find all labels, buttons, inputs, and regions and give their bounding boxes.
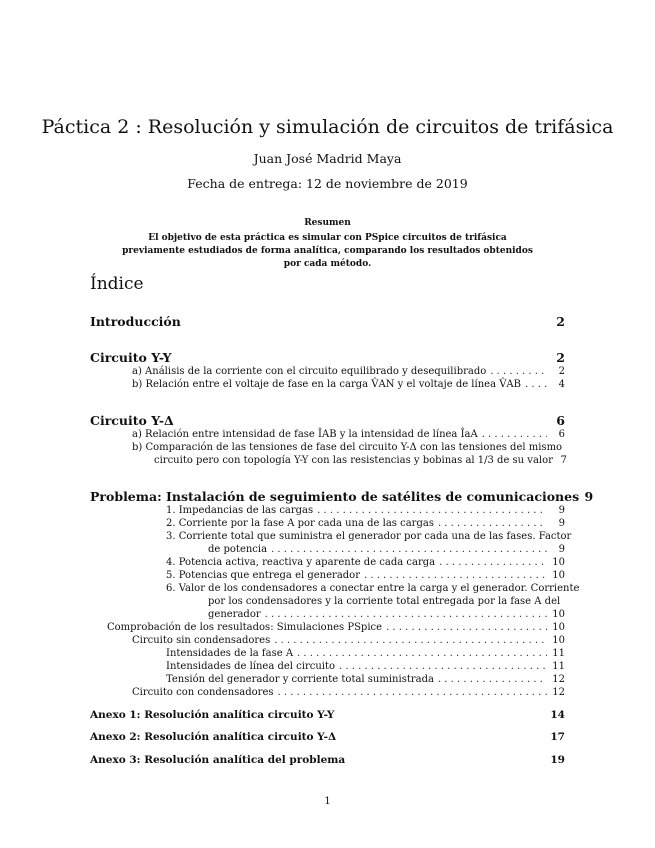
toc-heading: Índice xyxy=(90,274,144,294)
toc-entry-label: a) Relación entre intensidad de fase ÎAB y la intensidad de línea ÎaA xyxy=(132,429,478,440)
toc-entry-yy-b[interactable] xyxy=(132,379,565,390)
toc-page-number: 6 xyxy=(556,413,565,428)
toc-page-number: 6 xyxy=(558,429,565,440)
toc-entry-con-condensadores[interactable] xyxy=(132,687,565,698)
author: Juan José Madrid Maya xyxy=(253,151,402,166)
toc-entry-yy-a[interactable] xyxy=(132,366,565,377)
toc-page-number: 10 xyxy=(552,609,565,620)
toc-page-number: 17 xyxy=(550,731,565,743)
toc-page-number: 10 xyxy=(552,635,565,646)
toc-entry-label: 5. Potencias que entrega el generador xyxy=(166,570,360,581)
toc-entry-label: Anexo 3: Resolución analítica del problema xyxy=(90,754,346,766)
toc-entry-comprobacion[interactable] xyxy=(107,622,565,633)
toc-page-number: 12 xyxy=(552,674,565,685)
toc-entry-problem[interactable] xyxy=(90,489,594,504)
toc-entry-s3[interactable] xyxy=(166,674,565,685)
toc-page-number: 9 xyxy=(558,505,565,516)
toc-entry-sin-condensadores[interactable] xyxy=(132,635,565,646)
toc-entry-p3-line1[interactable]: 3. Corriente total que suministra el generador por cada una de las fases. Factor xyxy=(166,531,572,542)
toc-entry-yd-b-line2[interactable] xyxy=(154,455,565,466)
toc-entry-label: Tensión del generador y corriente total suministrada xyxy=(166,674,434,685)
toc-entry-anexo3[interactable] xyxy=(90,754,565,766)
toc-entry-label: Anexo 1: Resolución analítica circuito Y-Y xyxy=(90,709,335,721)
toc-page-number: 9 xyxy=(584,489,594,504)
toc-entry-label: generador xyxy=(208,609,261,620)
toc-entry-label: Comprobación de los resultados: Simulaciones PSpice xyxy=(107,622,383,633)
toc-page-number: 19 xyxy=(550,754,565,766)
toc-entry-p3-line2[interactable] xyxy=(208,544,565,555)
toc-page-number: 14 xyxy=(550,709,565,721)
toc-page-number: 4 xyxy=(558,379,565,390)
toc-page-number: 10 xyxy=(552,557,565,568)
toc-entry-label: Anexo 2: Resolución analítica circuito Y-Δ xyxy=(90,731,337,743)
abstract-heading: Resumen xyxy=(304,218,351,228)
toc-entry-label: Intensidades de línea del circuito xyxy=(166,661,336,672)
toc-page-number: 10 xyxy=(552,622,565,633)
toc-entry-yd[interactable] xyxy=(90,413,565,428)
toc-page-number: 2 xyxy=(558,366,565,377)
toc-entry-anexo2[interactable] xyxy=(90,731,565,743)
toc-page-number: 11 xyxy=(552,661,565,672)
toc-page-number: 12 xyxy=(552,687,565,698)
toc-page-number: 9 xyxy=(558,518,565,529)
toc-entry-label: Intensidades de la fase A xyxy=(166,648,294,659)
toc-entry-yd-a[interactable] xyxy=(132,429,565,440)
toc-entry-label: Introducción xyxy=(90,314,181,329)
toc-entry-label: 1. Impedancias de las cargas xyxy=(166,505,314,516)
toc-entry-label: b) Relación entre el voltaje de fase en la carga V̂AN y el voltaje de línea V̂AB xyxy=(132,379,521,390)
toc-entry-p6-line3[interactable] xyxy=(208,609,565,620)
toc-page-number: 2 xyxy=(556,314,565,329)
toc-entry-yd-b-line1[interactable]: b) Comparación de las tensiones de fase del circuito Y-Δ con las tensiones del mismo xyxy=(132,442,563,453)
toc-entry-label: 2. Corriente por la fase A por cada una de las cargas xyxy=(166,518,434,529)
abstract-text: El objetivo de esta práctica es simular con PSpice circuitos de trifásica previamente estudiados de forma analítica, comparando los resultados obtenidos por cada método. xyxy=(122,233,533,269)
toc-entry-label: de potencia xyxy=(208,544,268,555)
toc-entry-label: Problema: Instalación de seguimiento de satélites de comunicaciones xyxy=(90,489,580,504)
toc-page-number: 10 xyxy=(552,570,565,581)
toc-entry-label: Circuito Y-Δ xyxy=(90,413,174,428)
toc-entry-p6-line1[interactable]: 6. Valor de los condensadores a conectar entre la carga y el generador. Corriente xyxy=(166,583,580,594)
toc-entry-label: circuito pero con topología Y-Y con las resistencias y bobinas al 1/3 de su valor xyxy=(154,455,553,466)
toc-entry-label: Circuito Y-Y xyxy=(90,350,172,365)
toc-page-number: 11 xyxy=(552,648,565,659)
page-number: 1 xyxy=(324,796,331,807)
toc-entry-p2[interactable] xyxy=(166,518,565,529)
toc-page-number: 7 xyxy=(560,455,567,466)
toc-page-number: 2 xyxy=(556,350,565,365)
document-title: Páctica 2 : Resolución y simulación de circuitos de trifásica xyxy=(41,116,614,138)
toc-entry-s2[interactable] xyxy=(166,661,565,672)
delivery-date: Fecha de entrega: 12 de noviembre de 2019 xyxy=(187,176,468,191)
toc-entry-p4[interactable] xyxy=(166,557,565,568)
toc-entry-anexo1[interactable] xyxy=(90,709,565,721)
toc-entry-yy[interactable] xyxy=(90,350,565,365)
toc-entry-label: a) Análisis de la corriente con el circuito equilibrado y desequilibrado xyxy=(132,366,487,377)
toc-entry-label: 4. Potencia activa, reactiva y aparente de cada carga xyxy=(166,557,436,568)
toc-entry-label: Circuito con condensadores xyxy=(132,687,274,698)
toc-entry-intro[interactable] xyxy=(90,314,565,329)
toc-page-number: 9 xyxy=(558,544,565,555)
toc-entry-p5[interactable] xyxy=(166,570,565,581)
toc-entry-s1[interactable] xyxy=(166,648,565,659)
toc-entry-p1[interactable] xyxy=(166,505,565,516)
toc-entry-label: Circuito sin condensadores xyxy=(132,635,271,646)
toc-entry-p6-line2[interactable]: por los condensadores y la corriente total entregada por la fase A del xyxy=(208,596,561,607)
